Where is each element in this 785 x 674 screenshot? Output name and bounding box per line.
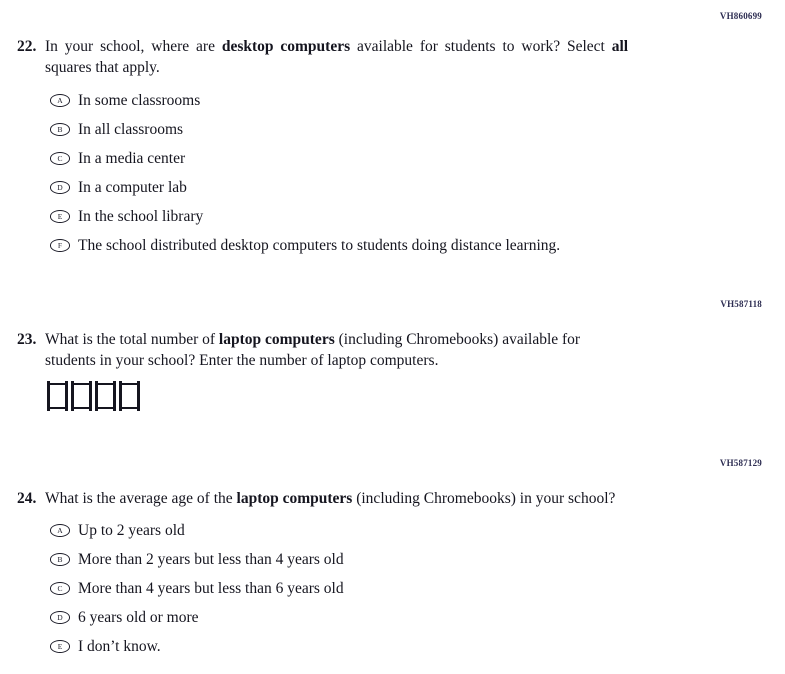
q22-option-d[interactable]: [50, 173, 560, 202]
q22-option-a[interactable]: [50, 86, 560, 115]
q22-text-part2: available for students to work? Select: [350, 38, 612, 55]
question-22-options: [50, 86, 560, 260]
q22-option-e[interactable]: [50, 202, 560, 231]
q24-option-e-label: I don’t know.: [78, 637, 161, 655]
q22-option-d-label: In a computer lab: [78, 178, 187, 196]
q22-option-e-label: In the school library: [78, 207, 204, 225]
question-22-line1: [45, 36, 685, 57]
q22-answer-bubble-b[interactable]: B: [50, 123, 70, 136]
q22-option-b-label: In all classrooms: [78, 120, 184, 138]
q22-answer-bubble-c[interactable]: C: [50, 152, 70, 165]
q22-option-a-label: In some classrooms: [78, 91, 201, 109]
q24-text-bold1: laptop computers: [236, 490, 353, 507]
question-24-line1: [45, 488, 685, 509]
q24-option-b[interactable]: [50, 545, 344, 574]
q24-answer-bubble-c[interactable]: C: [50, 582, 70, 595]
q24-answer-bubble-a[interactable]: A: [50, 524, 70, 537]
question-23-id-code: VH587118: [720, 299, 762, 309]
q23-text-bold1: laptop computers: [218, 331, 335, 348]
question-22-number: 22.: [17, 38, 37, 55]
q23-digit-box-4[interactable]: [122, 383, 137, 409]
question-22-text: [45, 36, 685, 78]
question-23-line2: students in your school? Enter the number of laptop computers.: [45, 352, 439, 369]
q24-option-d-label: 6 years old or more: [78, 608, 199, 626]
q24-text-part2: (including Chromebooks) in your school?: [352, 490, 616, 507]
q22-answer-bubble-f[interactable]: F: [50, 239, 70, 252]
q22-text-bold1: desktop computers: [221, 38, 351, 55]
q23-number-entry: [50, 383, 146, 409]
q22-option-c-label: In a media center: [78, 149, 186, 167]
question-22-line2: squares that apply.: [45, 59, 160, 76]
question-23-number: 23.: [17, 331, 37, 348]
q23-text-part1: What is the total number of: [45, 331, 219, 348]
q24-option-c[interactable]: [50, 574, 344, 603]
q22-option-c[interactable]: [50, 144, 560, 173]
q24-option-e[interactable]: [50, 632, 344, 661]
q22-option-b[interactable]: [50, 115, 560, 144]
question-24-text: [45, 488, 685, 509]
q24-answer-bubble-b[interactable]: B: [50, 553, 70, 566]
q24-answer-bubble-d[interactable]: D: [50, 611, 70, 624]
q22-answer-bubble-d[interactable]: D: [50, 181, 70, 194]
q24-option-c-label: More than 4 years but less than 6 years old: [78, 579, 344, 597]
q24-option-a[interactable]: [50, 516, 344, 545]
question-23-line1: [45, 329, 685, 350]
q24-option-b-label: More than 2 years but less than 4 years old: [78, 550, 344, 568]
question-22-id-code: VH860699: [719, 11, 762, 21]
q24-text-part1: What is the average age of the: [45, 490, 237, 507]
q24-option-a-label: Up to 2 years old: [78, 521, 185, 539]
q22-text-part1: In your school, where are: [45, 38, 222, 55]
q22-option-f[interactable]: [50, 231, 560, 260]
q23-digit-box-1[interactable]: [50, 383, 65, 409]
q22-text-bold2: all: [611, 38, 629, 55]
question-24-number: 24.: [17, 490, 37, 507]
q22-answer-bubble-e[interactable]: E: [50, 210, 70, 223]
question-24-options: [50, 516, 344, 661]
q24-answer-bubble-e[interactable]: E: [50, 640, 70, 653]
question-24-id-code: VH587129: [719, 458, 762, 468]
question-23-text: [45, 329, 685, 371]
q22-answer-bubble-a[interactable]: A: [50, 94, 70, 107]
q23-digit-box-2[interactable]: [74, 383, 89, 409]
q24-option-d[interactable]: [50, 603, 344, 632]
q23-digit-box-3[interactable]: [98, 383, 113, 409]
q23-text-part2: (including Chromebooks) available for: [334, 331, 581, 348]
q22-option-f-label: The school distributed desktop computers to students doing distance learning.: [78, 236, 561, 254]
